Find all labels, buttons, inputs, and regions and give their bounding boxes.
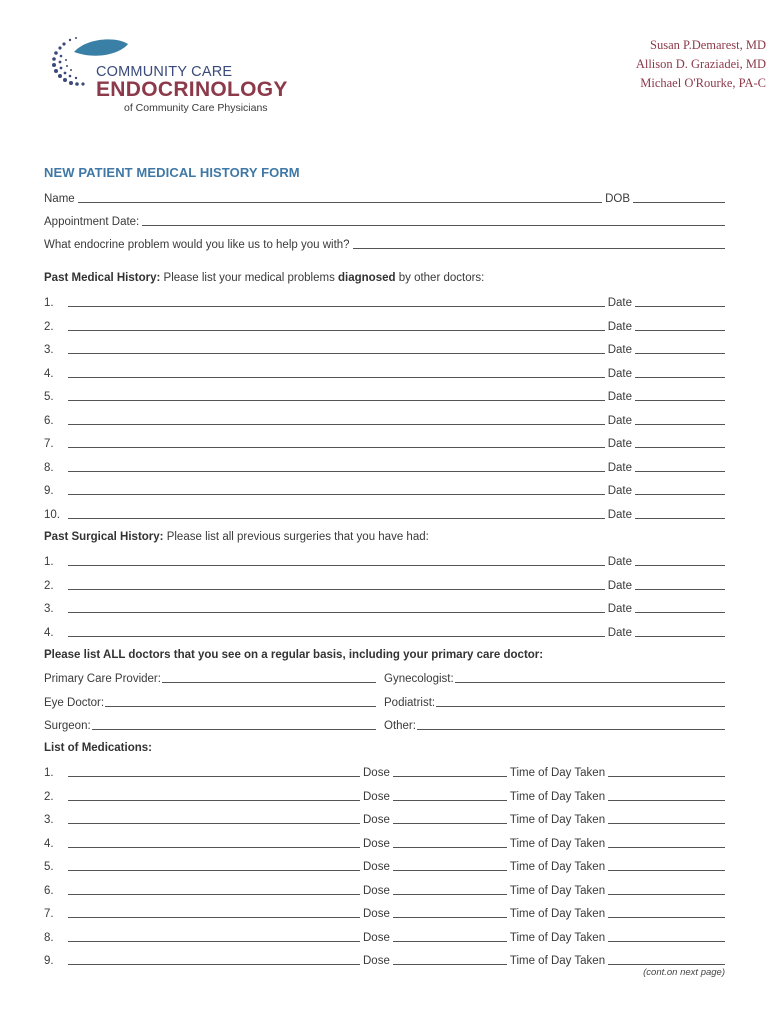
- time-taken-field[interactable]: [608, 800, 725, 801]
- dose-label: Dose: [363, 767, 390, 779]
- surgery-date-field[interactable]: [635, 589, 725, 590]
- diagnosis-date-field[interactable]: [635, 353, 725, 354]
- item-number: 7.: [44, 438, 54, 450]
- time-taken-field[interactable]: [608, 894, 725, 895]
- diagnosis-field[interactable]: [68, 494, 605, 495]
- name-field[interactable]: [78, 202, 602, 203]
- item-number: 4.: [44, 626, 54, 639]
- date-label: Date: [607, 626, 632, 639]
- dose-label: Dose: [363, 931, 390, 944]
- med-list-row: [44, 882, 725, 898]
- provider-name: Michael O'Rourke, PA-C: [640, 76, 766, 90]
- time-taken-label: Time of Day Taken: [509, 931, 606, 944]
- time-taken-field[interactable]: [608, 776, 725, 777]
- time-taken-label: Time of Day Taken: [509, 861, 606, 873]
- pm-list-row: [44, 341, 725, 357]
- diagnosis-field[interactable]: [68, 306, 605, 307]
- medication-field[interactable]: [68, 776, 360, 777]
- date-label: Date: [607, 579, 632, 592]
- dose-label: Dose: [363, 884, 390, 897]
- ps-list-row: [44, 600, 725, 616]
- time-taken-label: Time of Day Taken: [509, 908, 606, 920]
- doctors-row-3: [44, 717, 725, 733]
- doctors-row-1: [44, 670, 725, 686]
- other-doctor-label: Other:: [384, 720, 416, 732]
- time-taken-label: Time of Day Taken: [509, 884, 606, 897]
- appointment-label: Appointment Date:: [44, 216, 140, 228]
- medication-field[interactable]: [68, 964, 360, 965]
- surgeon-label: Surgeon:: [44, 720, 91, 732]
- date-label: Date: [607, 414, 632, 427]
- medications-heading: List of Medications:: [44, 742, 152, 754]
- surgeon-field[interactable]: [92, 729, 376, 730]
- pm-list-row: [44, 412, 725, 428]
- provider-names: [636, 36, 766, 93]
- medication-field[interactable]: [68, 800, 360, 801]
- item-number: 1.: [44, 297, 54, 309]
- med-list-row: [44, 811, 725, 827]
- dose-label: Dose: [363, 861, 390, 873]
- date-label: Date: [607, 344, 632, 356]
- surgery-field[interactable]: [68, 589, 605, 590]
- date-label: Date: [607, 297, 632, 309]
- dose-field[interactable]: [393, 776, 507, 777]
- surgery-field[interactable]: [68, 636, 605, 637]
- item-number: 9.: [44, 955, 54, 967]
- other-doctor-field[interactable]: [417, 729, 725, 730]
- dob-label: DOB: [605, 193, 630, 205]
- dose-field[interactable]: [393, 894, 507, 895]
- diagnosis-date-field[interactable]: [635, 518, 725, 519]
- date-label: Date: [607, 438, 632, 450]
- item-number: 3.: [44, 814, 54, 826]
- pm-list-row: [44, 318, 725, 334]
- item-number: 2.: [44, 579, 54, 592]
- time-taken-label: Time of Day Taken: [509, 955, 606, 967]
- appointment-row: [44, 213, 725, 229]
- item-number: 1.: [44, 767, 54, 779]
- diagnosis-field[interactable]: [68, 447, 605, 448]
- past-medical-heading: Past Medical History: Please list your medical problems diagnosed by other doctors:: [44, 272, 485, 284]
- eye-doctor-label: Eye Doctor:: [44, 697, 105, 709]
- dose-field[interactable]: [393, 847, 507, 848]
- ps-list-row: [44, 624, 725, 640]
- podiatrist-label: Podiatrist:: [384, 697, 436, 709]
- problem-field[interactable]: [353, 248, 725, 249]
- pm-list-row: [44, 459, 725, 475]
- diagnosis-field[interactable]: [68, 424, 605, 425]
- surgery-date-field[interactable]: [635, 565, 725, 566]
- time-taken-label: Time of Day Taken: [509, 837, 606, 850]
- dose-field[interactable]: [393, 917, 507, 918]
- date-label: Date: [607, 320, 632, 333]
- dose-label: Dose: [363, 908, 390, 920]
- pm-list-row: [44, 482, 725, 498]
- ps-list-row: [44, 553, 725, 569]
- time-taken-field[interactable]: [608, 917, 725, 918]
- surgery-date-field[interactable]: [635, 612, 725, 613]
- time-taken-field[interactable]: [608, 870, 725, 871]
- med-list-row: [44, 835, 725, 851]
- dose-label: Dose: [363, 790, 390, 803]
- doctors-row-2: [44, 694, 725, 710]
- time-taken-field[interactable]: [608, 941, 725, 942]
- item-number: 4.: [44, 837, 54, 850]
- medication-field[interactable]: [68, 941, 360, 942]
- medication-field[interactable]: [68, 823, 360, 824]
- item-number: 8.: [44, 461, 54, 474]
- diagnosis-date-field[interactable]: [635, 494, 725, 495]
- dose-label: Dose: [363, 837, 390, 850]
- date-label: Date: [607, 367, 632, 380]
- item-number: 5.: [44, 391, 54, 403]
- dose-field[interactable]: [393, 800, 507, 801]
- primary-care-field[interactable]: [162, 682, 376, 683]
- med-list-row: [44, 905, 725, 921]
- item-number: 6.: [44, 414, 54, 427]
- item-number: 5.: [44, 861, 54, 873]
- time-taken-field[interactable]: [608, 823, 725, 824]
- surgery-field[interactable]: [68, 565, 605, 566]
- dose-field[interactable]: [393, 823, 507, 824]
- name-label: Name: [44, 193, 75, 205]
- appointment-date-field[interactable]: [142, 225, 725, 226]
- time-taken-label: Time of Day Taken: [509, 814, 606, 826]
- date-label: Date: [607, 485, 632, 497]
- provider-name: Susan P.Demarest, MD: [650, 38, 766, 52]
- diagnosis-date-field[interactable]: [635, 471, 725, 472]
- clinic-logo: [46, 34, 316, 118]
- medication-field[interactable]: [68, 870, 360, 871]
- diagnosis-date-field[interactable]: [635, 306, 725, 307]
- date-label: Date: [607, 508, 632, 521]
- provider-name: Allison D. Graziadei, MD: [635, 57, 766, 71]
- gynecologist-label: Gynecologist:: [384, 673, 454, 685]
- item-number: 10.: [44, 508, 60, 521]
- name-dob-row: [44, 190, 725, 206]
- continued-note: (cont.on next page): [643, 967, 725, 978]
- item-number: 2.: [44, 320, 54, 333]
- dob-field[interactable]: [633, 202, 725, 203]
- item-number: 2.: [44, 790, 54, 803]
- dose-label: Dose: [363, 814, 390, 826]
- date-label: Date: [607, 461, 632, 474]
- gynecologist-field[interactable]: [455, 682, 725, 683]
- podiatrist-field[interactable]: [436, 706, 725, 707]
- surgery-date-field[interactable]: [635, 636, 725, 637]
- med-list-row: [44, 929, 725, 945]
- pm-list-row: [44, 435, 725, 451]
- surgery-field[interactable]: [68, 612, 605, 613]
- dose-field[interactable]: [393, 941, 507, 942]
- diagnosis-field[interactable]: [68, 471, 605, 472]
- diagnosis-date-field[interactable]: [635, 424, 725, 425]
- time-taken-label: Time of Day Taken: [509, 790, 606, 803]
- item-number: 4.: [44, 367, 54, 380]
- diagnosis-date-field[interactable]: [635, 377, 725, 378]
- pm-list-row: [44, 294, 725, 310]
- date-label: Date: [607, 391, 632, 403]
- medication-field[interactable]: [68, 917, 360, 918]
- time-taken-field[interactable]: [608, 964, 725, 965]
- item-number: 7.: [44, 908, 54, 920]
- problem-label: What endocrine problem would you like us to help you with?: [44, 239, 350, 251]
- item-number: 6.: [44, 884, 54, 897]
- item-number: 1.: [44, 556, 54, 568]
- dose-field[interactable]: [393, 870, 507, 871]
- diagnosis-field[interactable]: [68, 353, 605, 354]
- logo-line1: COMMUNITY CARE: [96, 64, 233, 80]
- time-taken-field[interactable]: [608, 847, 725, 848]
- doctors-heading: Please list ALL doctors that you see on a regular basis, including your primary care doctor:: [44, 649, 544, 661]
- medication-field[interactable]: [68, 847, 360, 848]
- diagnosis-field[interactable]: [68, 377, 605, 378]
- diagnosis-date-field[interactable]: [635, 400, 725, 401]
- item-number: 3.: [44, 344, 54, 356]
- date-label: Date: [607, 603, 632, 615]
- primary-care-label: Primary Care Provider:: [44, 673, 161, 685]
- diagnosis-date-field[interactable]: [635, 447, 725, 448]
- item-number: 8.: [44, 931, 54, 944]
- med-list-row: [44, 788, 725, 804]
- dose-label: Dose: [363, 955, 390, 967]
- medication-field[interactable]: [68, 894, 360, 895]
- logo-line3: of Community Care Physicians: [124, 102, 268, 114]
- item-number: 3.: [44, 603, 54, 615]
- diagnosis-date-field[interactable]: [635, 330, 725, 331]
- logo-line2: ENDOCRINOLOGY: [96, 78, 288, 101]
- diagnosis-field[interactable]: [68, 330, 605, 331]
- diagnosis-field[interactable]: [68, 400, 605, 401]
- med-list-row: [44, 764, 725, 780]
- diagnosis-field[interactable]: [68, 518, 605, 519]
- pm-list-row: [44, 388, 725, 404]
- med-list-row: [44, 858, 725, 874]
- pm-list-row: [44, 365, 725, 381]
- date-label: Date: [607, 556, 632, 568]
- problem-row: [44, 236, 725, 252]
- time-taken-label: Time of Day Taken: [509, 767, 606, 779]
- form-title: NEW PATIENT MEDICAL HISTORY FORM: [44, 165, 300, 180]
- past-surgical-heading: Past Surgical History: Please list all previous surgeries that you have had:: [44, 531, 429, 543]
- item-number: 9.: [44, 485, 54, 497]
- pm-list-row: [44, 506, 725, 522]
- med-list-row: [44, 952, 725, 968]
- eye-doctor-field[interactable]: [105, 706, 376, 707]
- dose-field[interactable]: [393, 964, 507, 965]
- ps-list-row: [44, 577, 725, 593]
